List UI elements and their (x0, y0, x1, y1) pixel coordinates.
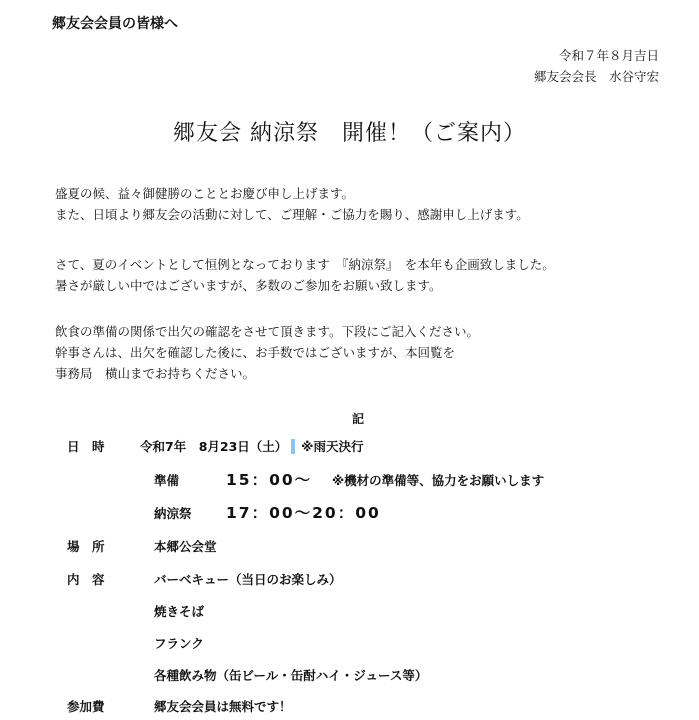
datetime-row (140, 437, 363, 455)
content-label: 内 容 (67, 572, 105, 587)
page-title: 郷友会 納涼祭 開催！（ご案内） (173, 121, 526, 146)
issue-date: 令和７年８月吉日 (558, 48, 659, 63)
datetime-note: ※雨天決行 (301, 439, 364, 454)
content-item: フランク (154, 636, 204, 651)
greeting-paragraph (55, 183, 529, 225)
paragraph-line: 飲食の準備の関係で出欠の確認をさせて頂きます。下段にご記入ください。 (55, 324, 480, 339)
prep-time: 15：00～ (226, 471, 313, 489)
addressee: 郷友会会員の皆様へ (52, 16, 178, 32)
festival-time: 17：00～20：00 (226, 504, 381, 522)
paragraph-line: さて、夏のイベントとして恒例となっております 『納涼祭』 を本年も企画致しました。 (55, 257, 555, 272)
place-label: 場 所 (67, 539, 105, 554)
content-item: 各種飲み物（缶ビール・缶酎ハイ・ジュース等） (154, 668, 428, 683)
paragraph-line: 事務局 横山までお持ちください。 (55, 366, 256, 381)
paragraph-line: 暑さが厳しい中ではございますが、多数のご参加をお願い致します。 (55, 278, 442, 293)
festival-label: 納涼祭 (154, 506, 192, 521)
content-item: バーベキュー（当日のお楽しみ） (154, 572, 342, 587)
sender: 郷友会会長 水谷守宏 (533, 69, 659, 84)
event-paragraph (55, 254, 555, 296)
paragraph-line: また、日頃より郷友会の活動に対して、ご理解・ご協力を賜り、感謝申し上げます。 (55, 207, 529, 222)
paragraph-line: 幹事さんは、出欠を確認した後に、お手数ではございますが、本回覧を (55, 345, 456, 360)
accent-bar (291, 439, 295, 454)
place-value: 本郷公会堂 (154, 539, 217, 554)
fee-label: 参加費 (67, 699, 105, 714)
paragraph-line: 盛夏の候、益々御健勝のこととお慶び申し上げます。 (55, 186, 355, 201)
details-heading: 記 (352, 412, 365, 426)
prep-note: ※機材の準備等、協力をお願いします (332, 473, 545, 488)
fee-value: 郷友会会員は無料です！ (154, 699, 292, 714)
prep-label: 準備 (154, 473, 180, 488)
content-item: 焼きそば (154, 604, 205, 619)
attendance-paragraph (55, 321, 479, 384)
datetime-label: 日 時 (67, 439, 105, 454)
datetime-value: 令和7年 8月23日（土） (140, 439, 288, 454)
